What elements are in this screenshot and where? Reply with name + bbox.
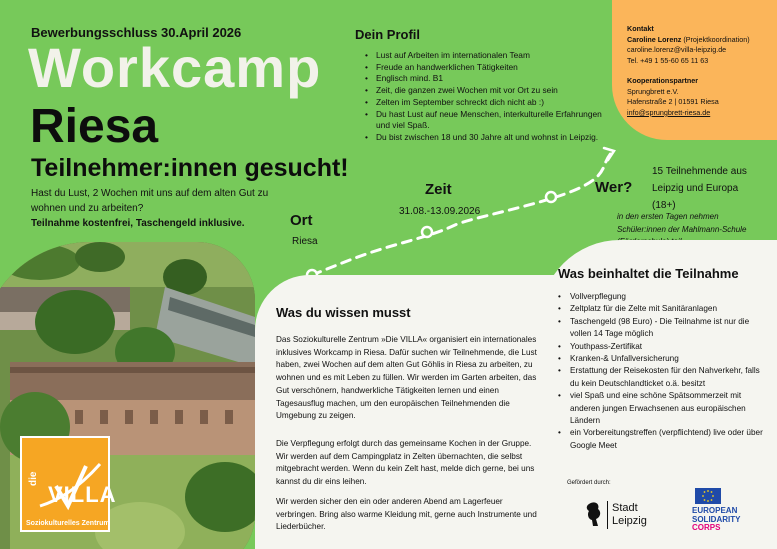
funded-label: Gefördert durch: — [567, 480, 611, 486]
list-item: • Zeit, die ganzen zwei Wochen mit vor Ort zu sein — [363, 85, 603, 97]
zeit-heading: Zeit — [425, 181, 452, 198]
wissen-heading: Was du wissen musst — [276, 305, 411, 320]
path-arrowhead — [604, 148, 614, 160]
contact-heading: Kontakt — [627, 24, 654, 33]
path-dot-zeit — [422, 227, 432, 237]
contact-phone: Tel. +49 1 55-60 65 11 63 — [627, 56, 709, 66]
villa-logo — [20, 436, 117, 532]
zeit-value: 31.08.-13.09.2026 — [399, 206, 481, 217]
wer-note: in den ersten Tagen nehmen Schüler:innen der Mahlmann-Schule — [617, 212, 747, 234]
contact-role: (Projektkoordination) — [683, 34, 750, 44]
list-item: • Lust auf Arbeiten im internationalen Team — [363, 50, 603, 62]
intro — [31, 186, 291, 231]
wer-value: 15 Teilnehmende aus Leipzig und Europa (18+) — [652, 166, 747, 211]
list-item: • Taschengeld (98 Euro) - Die Teilnahme ist nur die vollen 14 Tage möglich — [556, 316, 766, 341]
title-workcamp: Workcamp — [28, 36, 322, 99]
ort-heading: Ort — [290, 212, 313, 229]
ort-value: Riesa — [292, 236, 318, 247]
esc-logo — [690, 488, 770, 536]
list-item: • Kranken-& Unfallversicherung — [556, 353, 766, 365]
partner-email-link[interactable]: info@sprungbrett-riesa.de — [627, 107, 711, 117]
list-item: • Du bist zwischen 18 und 30 Jahre alt und wohnst in Leipzig. — [363, 132, 603, 144]
leipzig-lion-icon — [585, 500, 603, 528]
intro-bold: Teilnahme kostenfrei, Taschengeld inklusive. — [31, 218, 245, 229]
list-item: • Zelten im September schreckt dich nicht ab :) — [363, 97, 603, 109]
teilnahme-list — [556, 291, 766, 452]
list-item: • Freude an handwerklichen Tätigkeiten — [363, 62, 603, 74]
esc-line3: CORPS — [692, 523, 721, 532]
wissen-paragraph-1: Das Soziokulturelle Zentrum »Die VILLA« organisiert ein internationales inklusives Workcamp in Riesa. Dafür suchen wir Teilnehmende, die Lust haben, zwei Wochen auf dem alten Gut Göhlis in Riesa zu arbeiten, zu wohnen und es mit Leben zu füllen. Wir werden im Garten arbeiten, das Gut verschönern, handwerkliche Tätigkeiten lernen und einen Tagesausflug machen, um den europäischen Teilnehmenden die Umgebung zu zeigen. — [276, 335, 537, 421]
contact-email[interactable]: caroline.lorenz@villa-leipzig.de — [627, 45, 727, 55]
wissen-paragraph-3: Wir werden sicher den ein oder anderen Abend am Lagerfeuer verbringen. Bring also warme Kleidung mit, gerne auch Instrumente und Liederbücher. — [276, 497, 537, 532]
list-item: • Du hast Lust auf neue Menschen, interkulturelle Erfahrungen und viel Spaß. — [363, 109, 603, 132]
logo-caption: Soziokulturelles Zentrum — [26, 520, 110, 527]
logo-villa: VILLA — [48, 482, 117, 507]
esc-line2: SOLIDARITY — [692, 514, 741, 524]
stadt-leipzig-logo — [585, 498, 665, 532]
deadline: Bewerbungsschluss 30.April 2026 — [31, 25, 242, 40]
title-riesa: Riesa — [30, 100, 159, 153]
wissen-paragraph-2: Die Verpflegung erfolgt durch das gemeinsame Kochen in der Gruppe. Wir werden auf dem Campingplatz in Zelten übernachten, die selbst mitgebracht werden. Wenn du kein Zelt hast, melde dich gerne, bei uns kannst du dir eins leihen. — [276, 439, 535, 487]
list-item: • Youthpass-Zertifikat — [556, 341, 766, 353]
contact-person — [627, 35, 777, 46]
partner-address: Hafenstraße 2 | 01591 Riesa — [627, 97, 719, 107]
list-item: • ein Vorbereitungstreffen (verpflichtend) live oder über Google Meet — [556, 427, 766, 452]
contact-box — [612, 0, 777, 140]
profil-heading: Dein Profil — [355, 27, 421, 42]
subtitle: Teilnehmer:innen gesucht! — [31, 154, 349, 182]
wer-heading: Wer? — [595, 179, 633, 196]
path-dot-wer — [546, 192, 556, 202]
eu-flag-icon — [695, 488, 721, 504]
logo-die: die — [28, 471, 39, 486]
list-item: • Zeltplatz für die Zelte mit Sanitäranlagen — [556, 303, 766, 315]
list-item: • Vollverpflegung — [556, 291, 766, 303]
intro-text: Hast du Lust, 2 Wochen mit uns auf dem alten Gut zu wohnen und zu arbeiten? — [31, 188, 269, 214]
profil-list — [363, 50, 603, 144]
partner-name: Sprungbrett e.V. — [627, 86, 679, 96]
list-item: • viel Spaß und eine schöne Spätsommerzeit mit anderen jungen Erwachsenen aus europäischen Ländern — [556, 390, 766, 427]
list-item: • Erstattung der Reisekosten für den Nahverkehr, falls du kein Deutschlandticket o.ä. besitzt — [556, 365, 766, 390]
esc-line1: EUROPEAN — [692, 506, 738, 515]
contact-name: Caroline Lorenz — [627, 34, 682, 44]
list-item: • Englisch mind. B1 — [363, 73, 603, 85]
leipzig-line1: Stadt — [612, 502, 638, 514]
partner-heading: Kooperationspartner — [627, 75, 699, 85]
teilnahme-heading: Was beinhaltet die Teilnahme — [558, 266, 739, 281]
leipzig-line2: Leipzig — [612, 515, 647, 527]
